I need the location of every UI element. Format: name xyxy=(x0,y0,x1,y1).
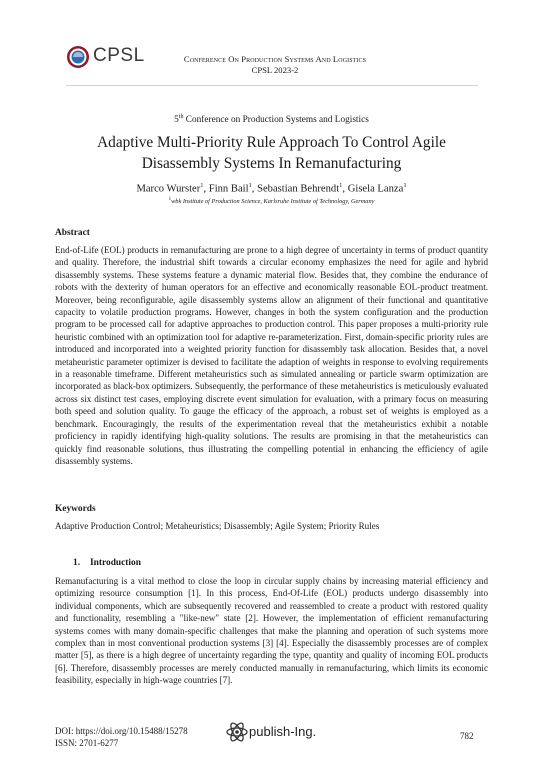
publisher-logo-icon xyxy=(225,720,249,744)
edition-suffix: th xyxy=(178,114,184,120)
author-name: Sebastian Behrendt xyxy=(257,183,340,195)
section-number: 1. xyxy=(73,558,81,568)
introduction-body: Remanufacturing is a vital method to close the loop in circular supply chains by increasing material efficiency and optimizing resource consumption [1]. In this process, End-Of-Life (EOL) products undergo disassembly into individual components, which are subsequently recovered and reassembled to create a product with restored quality and functionality, resembling a "like-new" state [2]. However, the implementation of efficient remanufacturing systems comes with many domain-specific challenges that make the planning and operation of such systems more complex than in most conventional production systems [3] [4]. Especially the disassembly processes are of complex matter [5], as there is a high degree of uncertainty regarding the type, quantity and quality of incoming EOL products [6]. Therefore, disassembly processes are merely conducted manually in remanufacturing, which limits its economic feasibility, especially in high-wage countries [7]. xyxy=(55,576,488,686)
conference-name: Conference On Production Systems And Logistics xyxy=(183,54,367,64)
affiliation-text: wbk Institute of Production Science, Karlsruhe Institute of Technology, Germany xyxy=(171,198,375,206)
author-affiliation-mark: 1 xyxy=(403,182,407,189)
page-number: 782 xyxy=(460,731,474,741)
author-name: Gisela Lanza xyxy=(347,183,404,195)
cpsl-logo-text: CPSL xyxy=(93,45,145,66)
issn-text: ISSN: 2701-6277 xyxy=(55,738,119,748)
author-list: Marco Wurster$^1$, Finn Bail$^1$, Sebastian Behrendt$^1$, Gisela Lanza$^1$ xyxy=(136,182,407,195)
conference-header xyxy=(130,54,420,76)
author-name: Marco Wurster xyxy=(136,183,201,195)
affiliation-mark: 1 xyxy=(168,197,172,202)
keywords-heading: Keywords xyxy=(55,504,96,514)
section-title: Introduction xyxy=(90,558,141,568)
paper-title xyxy=(60,132,483,174)
doi-text[interactable]: DOI: https://doi.org/10.15488/15278 xyxy=(55,726,188,736)
introduction-heading xyxy=(73,558,141,568)
author-name: Finn Bail xyxy=(208,183,249,195)
header-divider xyxy=(66,85,478,86)
publisher-logo xyxy=(225,720,345,744)
author-affiliation-mark: 1 xyxy=(200,182,204,189)
keywords-body: Adaptive Production Control; Metaheuristics; Disassembly; Agile System; Priority Rules xyxy=(55,521,380,531)
author-affiliation-mark: 1 xyxy=(248,182,252,189)
title-line-2: Disassembly Systems In Remanufacturing xyxy=(141,155,402,172)
edition-text: Conference on Production Systems and Logistics xyxy=(183,115,369,126)
conference-edition: CPSL 2023-2 xyxy=(251,65,299,75)
footer-identifiers xyxy=(55,725,188,749)
abstract-heading: Abstract xyxy=(55,228,90,238)
edition-number: 5 xyxy=(174,115,179,126)
affiliation xyxy=(60,197,483,205)
publisher-name: publish-Ing. xyxy=(249,724,317,739)
conference-edition-line xyxy=(60,114,483,125)
cpsl-logo-icon xyxy=(66,45,90,69)
abstract-body: End-of-Life (EOL) products in remanufacturing are prone to a high degree of uncertainty in terms of product quantity and quality. Therefore, the industrial shift towards a circular economy emphasizes the need for agile and hybrid disassembly systems. These systems feature a dynamic material flow. Besides that, they combine the endurance of robots with the dexterity of human operators for an effective and economically reasonable EOL-product treatment. Moreover, being reconfigurable, agile disassembly systems allow an alignment of their functional and quantitative capacity to volatile production programs. However, changes in both the system configuration and the production program to be processed call for adaptive approaches to production control. This paper proposes a multi-priority rule heuristic combined with an optimization tool for adaptive re-parameterization. First, domain-specific priority rules are introduced and incorporated into a weighted priority function for disassembly task allocation. Besides that, a novel metaheuristic parameter optimizer is devised to facilitate the adaption of weights in response to evolving requirements in a reasonable timeframe. Different metaheuristics such as simulated annealing or particle swarm optimization are incorporated as black-box optimizers. Subsequently, the performance of these metaheuristics is meticulously evaluated across six distinct test cases, employing discrete event simulation for evaluation, with a primary focus on measuring both speed and solution quality. To gauge the efficacy of the approach, a robust set of weights is employed as a benchmark. Encouragingly, the results of the experimentation reveal that the metaheuristics exhibit a notable proficiency in rapidly identifying high-quality solutions. The results are promising in that the metaheuristics can quickly find reasonable solutions, thus illustrating the compelling potential in enhancing the efficiency of agile disassembly systems. xyxy=(55,245,488,466)
author-affiliation-mark: 1 xyxy=(339,182,343,189)
title-line-1: Adaptive Multi-Priority Rule Approach To Control Agile xyxy=(97,134,446,151)
